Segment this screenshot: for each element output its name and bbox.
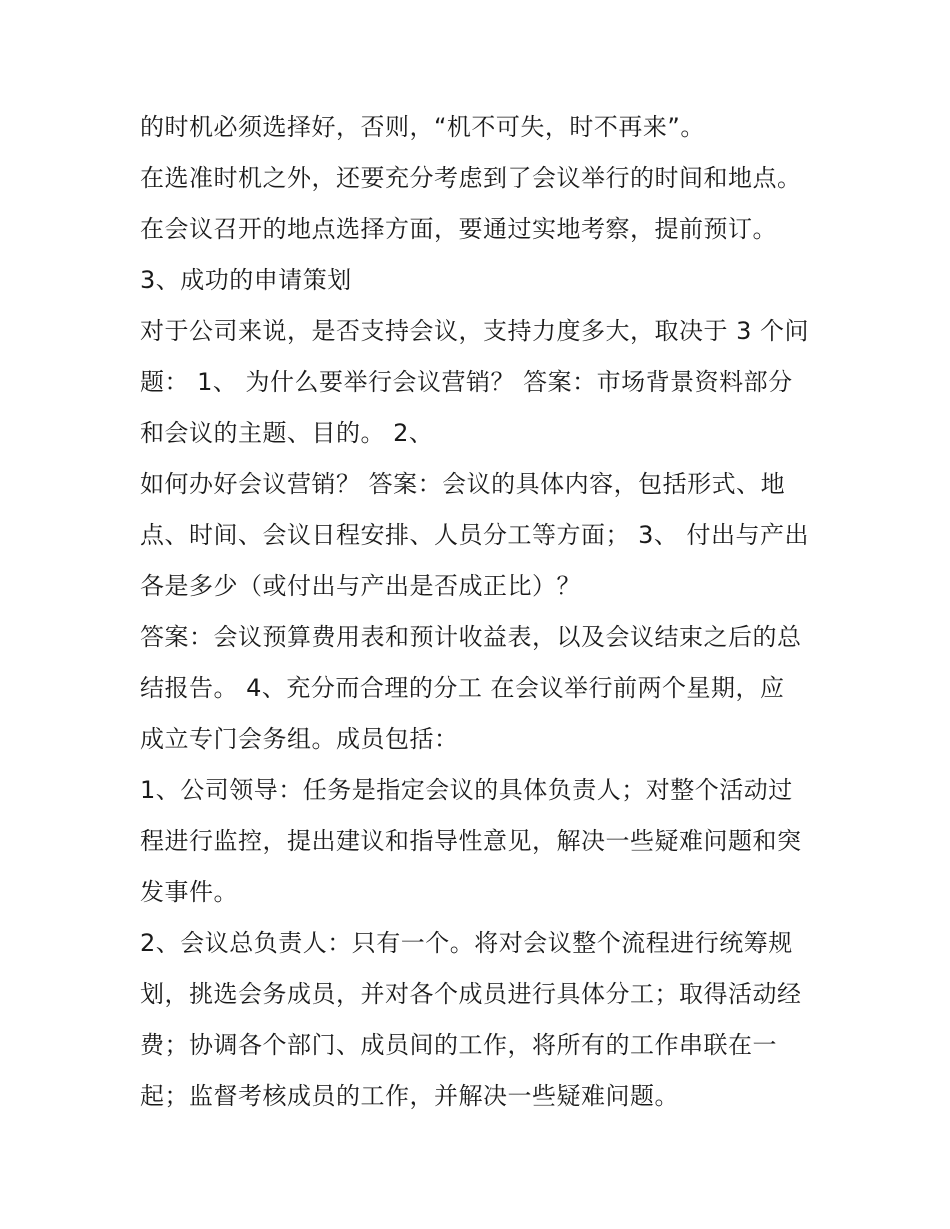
text-line: 划，挑选会务成员，并对各个成员进行具体分工；取得活动经	[140, 980, 802, 1008]
body-text	[140, 102, 830, 1122]
text-line: 2、会议总负责人：只有一个。将对会议整个流程进行统筹规	[140, 929, 793, 957]
text-line: 如何办好会议营销？ 答案：会议的具体内容，包括形式、地	[140, 470, 786, 498]
text-line: 发事件。	[140, 878, 238, 906]
text-line: 在选准时机之外，还要充分考虑到了会议举行的时间和地点。	[140, 164, 802, 192]
text-line: 的时机必须选择好，否则，“机不可失，时不再来”。	[140, 113, 705, 141]
text-line: 起；监督考核成员的工作，并解决一些疑难问题。	[140, 1082, 679, 1110]
text-line: 和会议的主题、目的。 2、	[140, 419, 434, 447]
text-line: 各是多少（或付出与产出是否成正比）？	[140, 572, 581, 600]
text-line: 点、时间、会议日程安排、人员分工等方面； 3、 付出与产出	[140, 521, 810, 549]
text-line: 1、公司领导：任务是指定会议的具体负责人；对整个活动过	[140, 776, 793, 804]
text-line: 程进行监控，提出建议和指导性意见，解决一些疑难问题和突	[140, 827, 802, 855]
text-line: 在会议召开的地点选择方面，要通过实地考察，提前预订。	[140, 215, 777, 243]
text-line: 答案：会议预算费用表和预计收益表，以及会议结束之后的总	[140, 623, 802, 651]
section-heading: 3、成功的申请策划	[140, 266, 352, 294]
text-line: 对于公司来说，是否支持会议，支持力度多大，取决于 3 个问	[140, 317, 810, 345]
text-line: 结报告。 4、充分而合理的分工 在会议举行前两个星期，应	[140, 674, 785, 702]
text-line: 题： 1、 为什么要举行会议营销？ 答案：市场背景资料部分	[140, 368, 793, 396]
text-line: 费；协调各个部门、成员间的工作，将所有的工作串联在一	[140, 1031, 777, 1059]
text-line: 成立专门会务组。成员包括：	[140, 725, 459, 753]
